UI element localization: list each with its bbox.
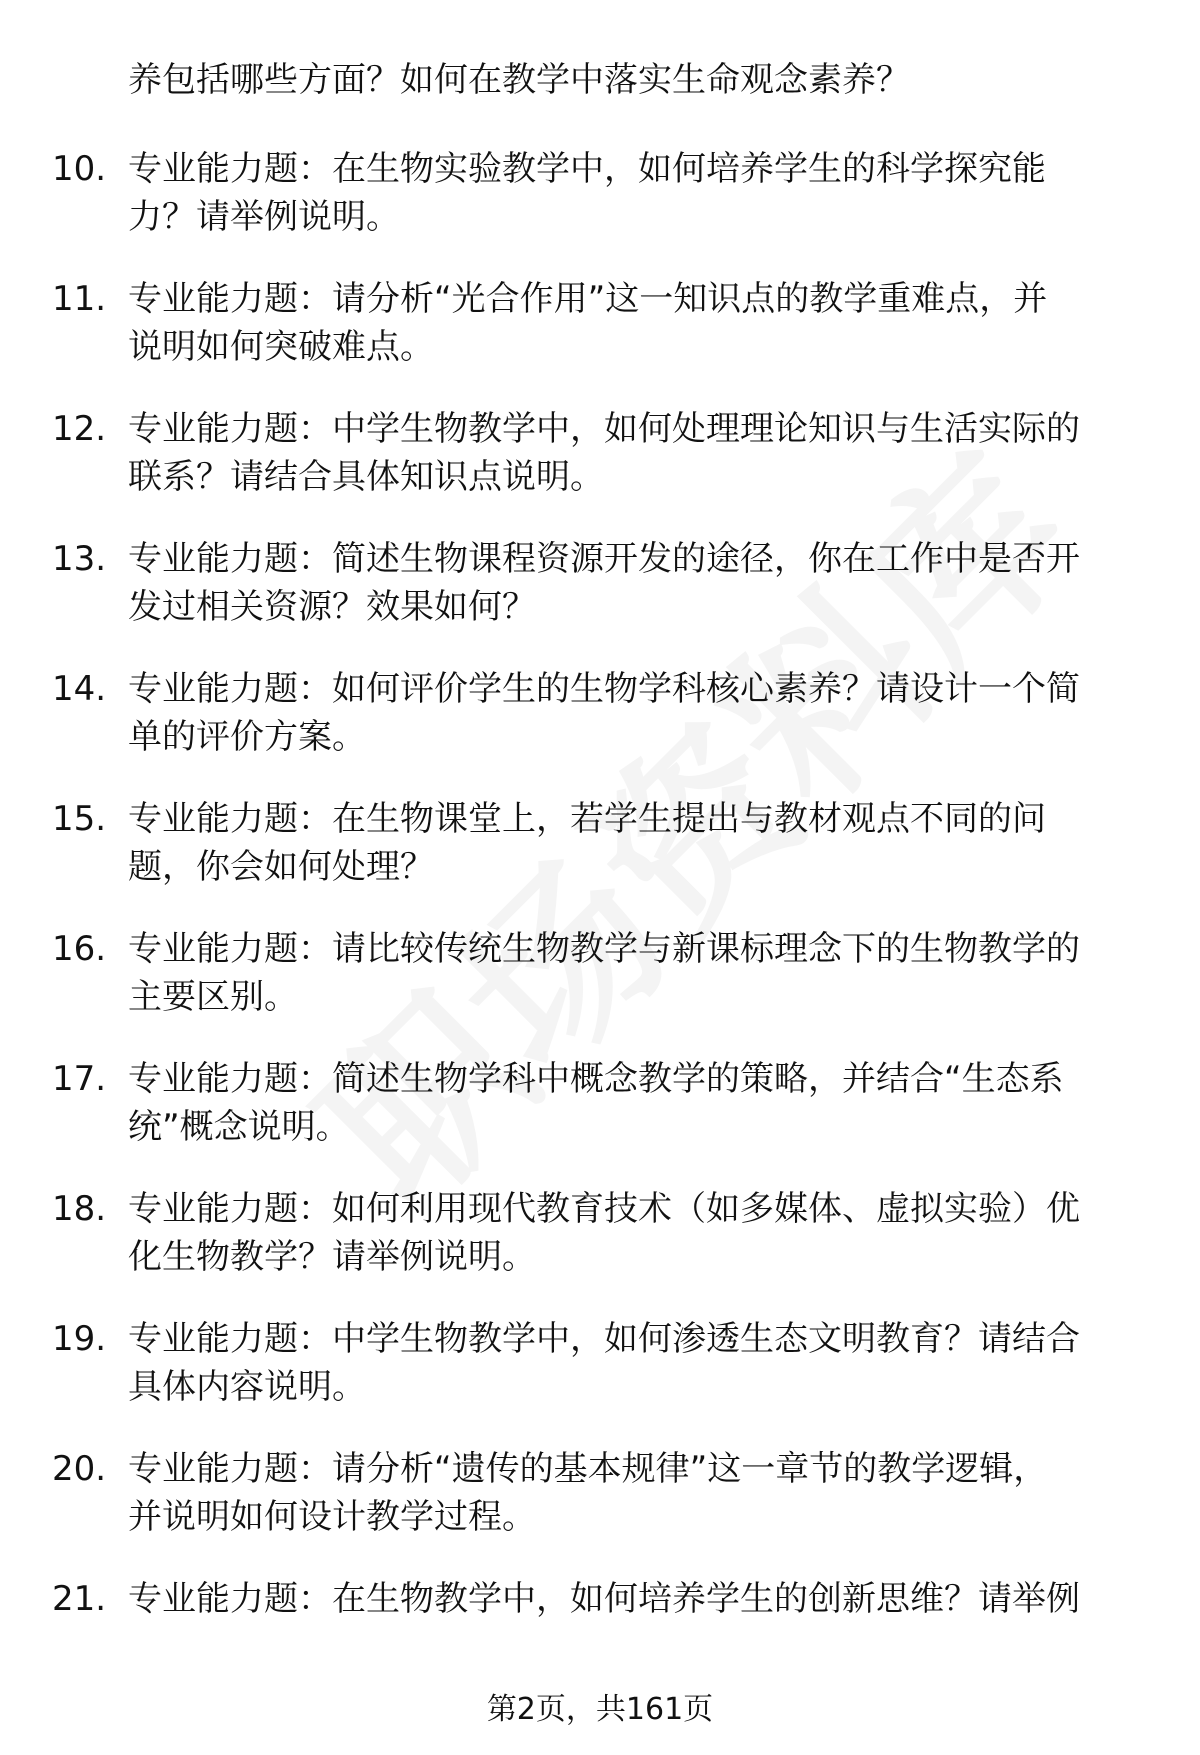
question-item: [0, 1315, 1200, 1411]
question-line: 联系？请结合具体知识点说明。: [128, 457, 604, 497]
question-number: 15.: [52, 799, 107, 839]
question-text: [128, 145, 1148, 241]
question-number: 18.: [52, 1189, 107, 1229]
question-line: 专业能力题：在生物实验教学中，如何培养学生的科学探究能: [128, 149, 1046, 189]
question-item: [0, 1185, 1200, 1281]
question-line: 专业能力题：简述生物课程资源开发的途径，你在工作中是否开: [128, 539, 1080, 579]
question-text: [128, 1185, 1148, 1281]
question-line: 专业能力题：请分析“光合作用”这一知识点的教学重难点，并: [128, 279, 1048, 319]
question-item: [0, 665, 1200, 761]
question-text: [128, 275, 1148, 371]
question-line: 专业能力题：请分析“遗传的基本规律”这一章节的教学逻辑，: [128, 1449, 1048, 1489]
question-list: [0, 145, 1200, 1705]
question-line: 化生物教学？请举例说明。: [128, 1237, 536, 1277]
question-line: 专业能力题：简述生物学科中概念教学的策略，并结合“生态系: [128, 1059, 1064, 1099]
question-item: [0, 1055, 1200, 1151]
question-text: [128, 925, 1148, 1021]
question-line: 专业能力题：请比较传统生物教学与新课标理念下的生物教学的: [128, 929, 1080, 969]
question-number: 21.: [52, 1579, 107, 1619]
question-item: [0, 145, 1200, 241]
question-number: 10.: [52, 149, 107, 189]
question-line: 专业能力题：中学生物教学中，如何处理理论知识与生活实际的: [128, 409, 1080, 449]
question-text: [128, 535, 1148, 631]
question-text: [128, 1315, 1148, 1411]
question-text: [128, 1055, 1148, 1151]
question-number: 13.: [52, 539, 107, 579]
question-line: 专业能力题：如何评价学生的生物学科核心素养？请设计一个简: [128, 669, 1080, 709]
question-number: 12.: [52, 409, 107, 449]
question-number: 19.: [52, 1319, 107, 1359]
question-item: [0, 795, 1200, 891]
question-line: 并说明如何设计教学过程。: [128, 1497, 536, 1537]
question-item: [0, 275, 1200, 371]
question-line: 题，你会如何处理？: [128, 847, 434, 887]
question-line: 具体内容说明。: [128, 1367, 366, 1407]
question-text: [128, 1575, 1148, 1623]
question-item: [0, 405, 1200, 501]
question-number: 14.: [52, 669, 107, 709]
question-text: [128, 1445, 1148, 1541]
question-line: 主要区别。: [128, 977, 298, 1017]
question-item: [0, 1445, 1200, 1541]
question-line: 发过相关资源？效果如何？: [128, 587, 536, 627]
question-item: [0, 535, 1200, 631]
question-line: 专业能力题：如何利用现代教育技术（如多媒体、虚拟实验）优: [128, 1189, 1080, 1229]
question-line: 专业能力题：在生物课堂上，若学生提出与教材观点不同的问: [128, 799, 1046, 839]
question-line: 说明如何突破难点。: [128, 327, 434, 367]
question-line: 统”概念说明。: [128, 1107, 350, 1147]
question-line: 专业能力题：中学生物教学中，如何渗透生态文明教育？请结合: [128, 1319, 1080, 1359]
question-line: 单的评价方案。: [128, 717, 366, 757]
question-number: 11.: [52, 279, 107, 319]
question-number: 16.: [52, 929, 107, 969]
question-item: [0, 1575, 1200, 1671]
question-text: [128, 405, 1148, 501]
question-line: 力？请举例说明。: [128, 197, 400, 237]
continuation-text: 养包括哪些方面？如何在教学中落实生命观念素养？: [128, 60, 910, 100]
question-item: [0, 925, 1200, 1021]
question-text: [128, 665, 1148, 761]
page-footer: 第2页，共161页: [486, 1692, 714, 1727]
question-number: 20.: [52, 1449, 107, 1489]
question-number: 17.: [52, 1059, 107, 1099]
question-text: [128, 795, 1148, 891]
question-line: 专业能力题：在生物教学中，如何培养学生的创新思维？请举例: [128, 1579, 1080, 1619]
